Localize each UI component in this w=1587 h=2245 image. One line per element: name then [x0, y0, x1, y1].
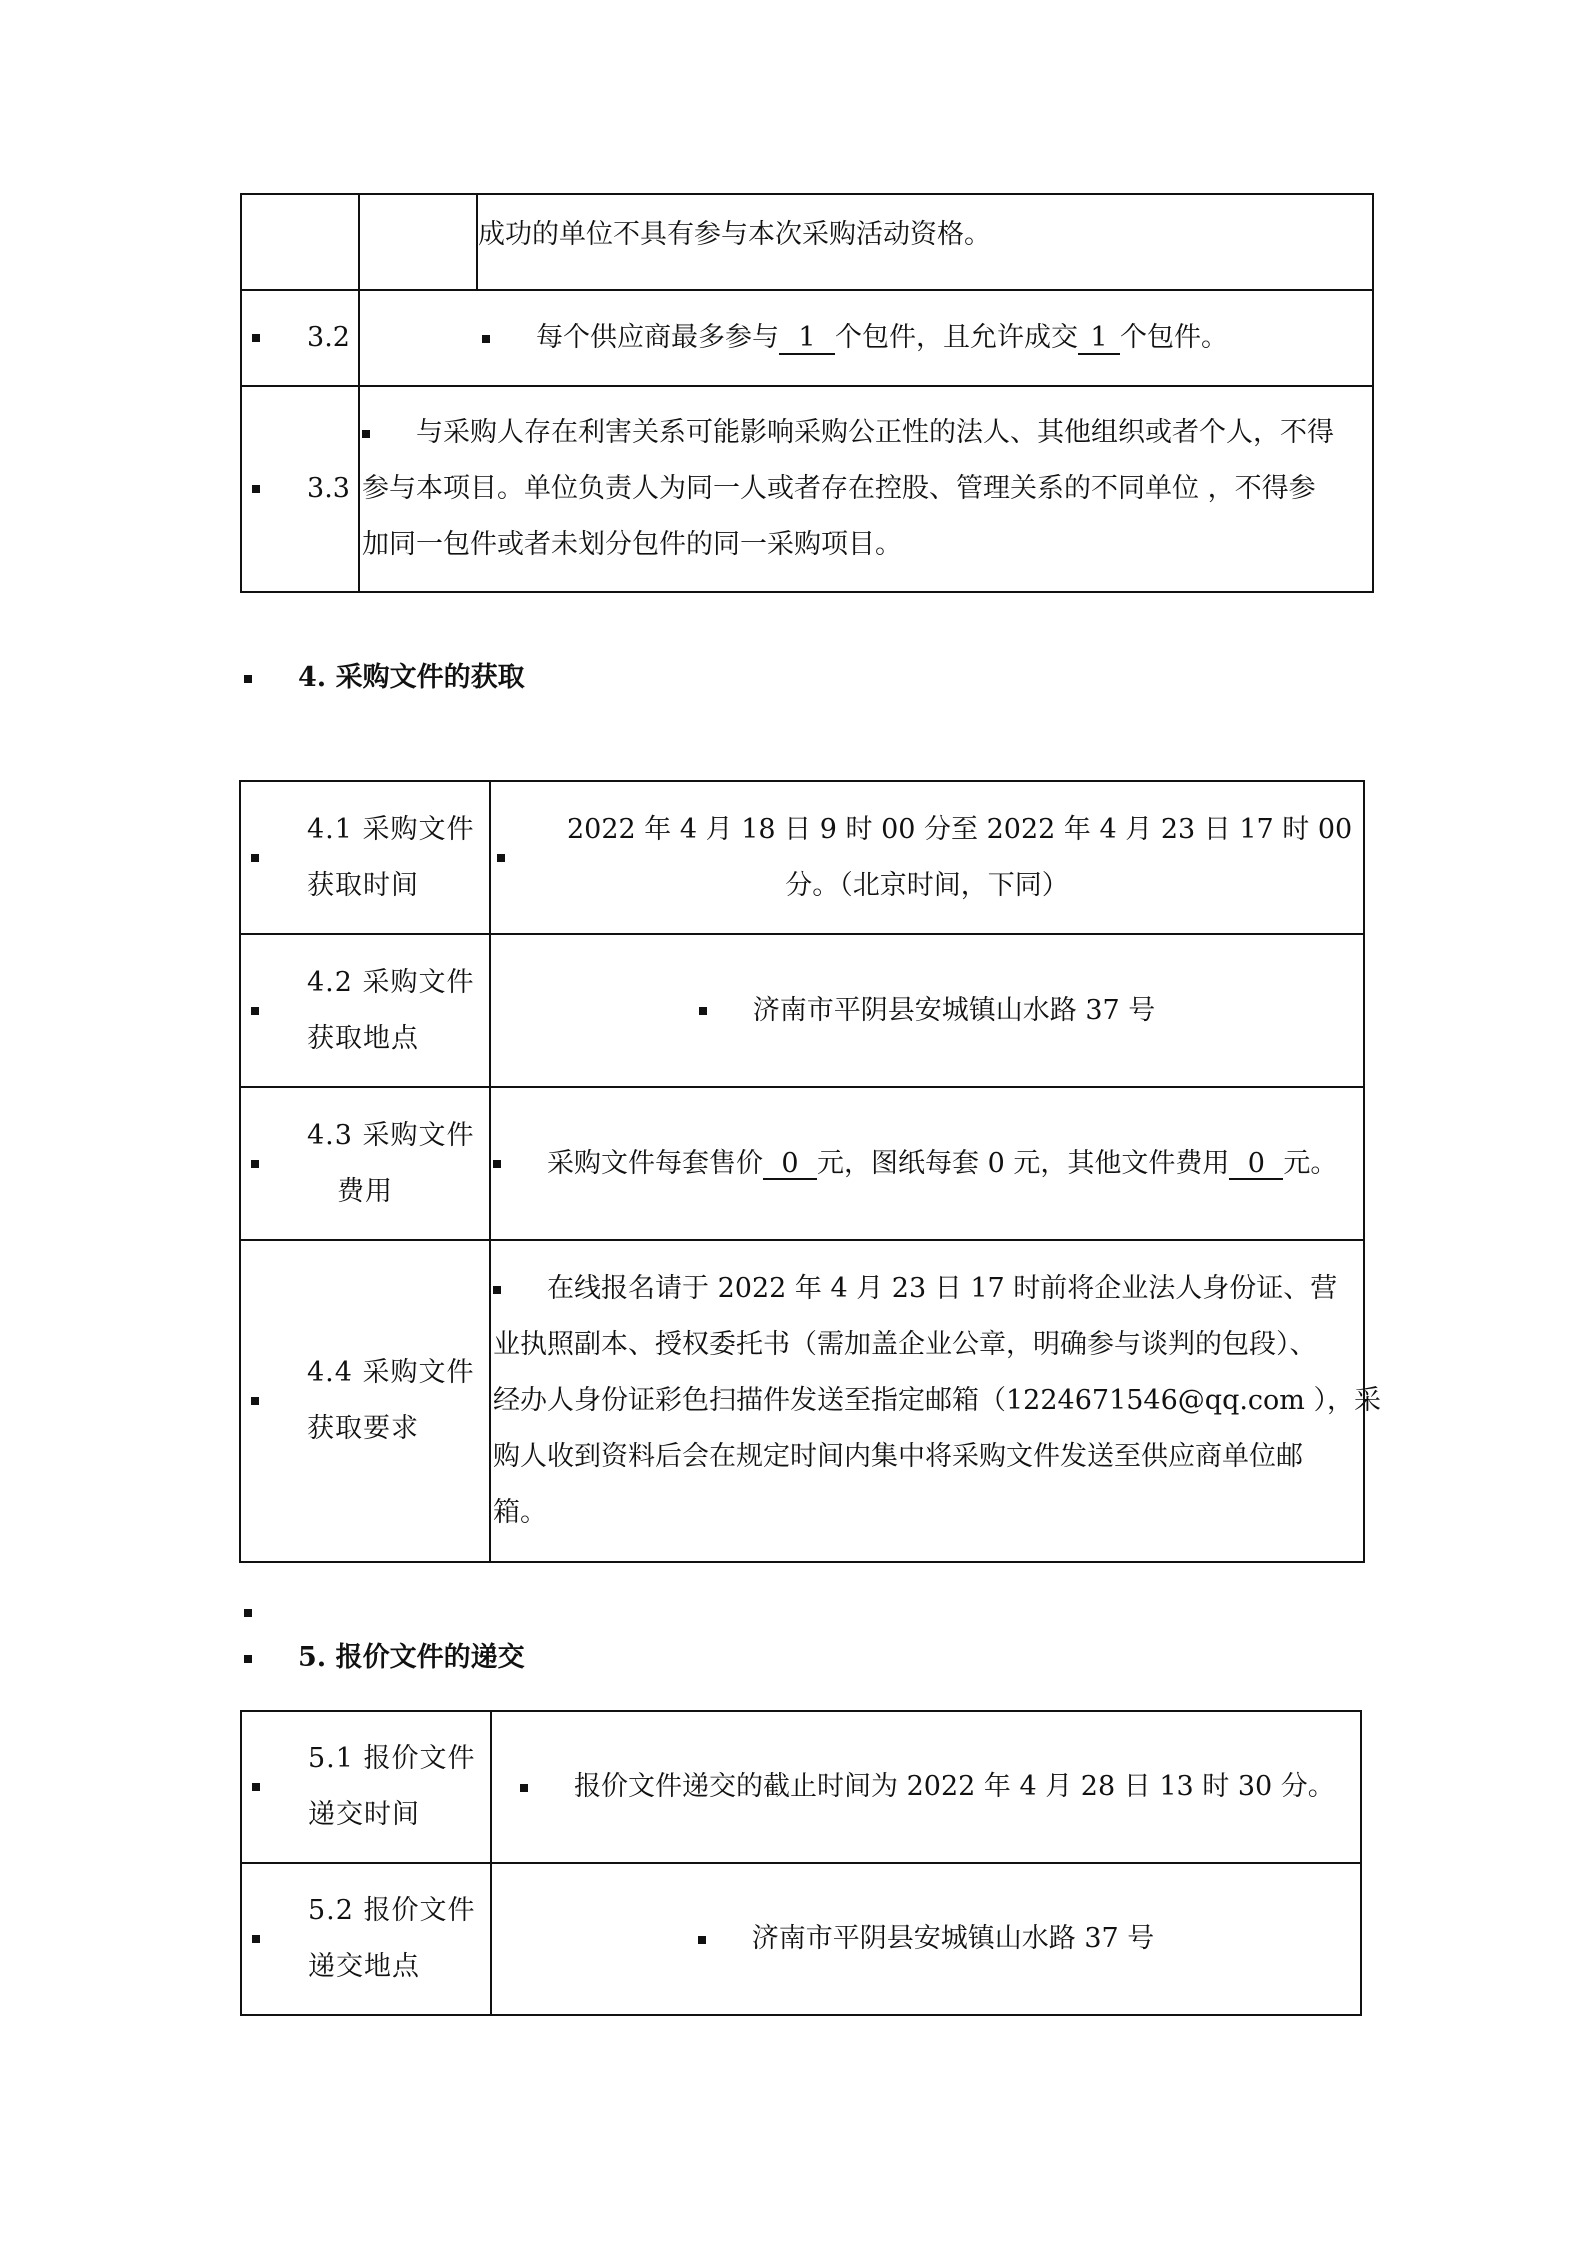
- row-3-3-label-cell: [241, 386, 359, 592]
- row-4-3-value-1: 0: [763, 1149, 817, 1181]
- bullet-icon: [362, 430, 370, 438]
- row-3-2-value-2: 1: [1078, 323, 1120, 355]
- row-3-2-label: 3.2: [307, 322, 350, 353]
- bullet-icon: [493, 1160, 501, 1168]
- row-5-1-content: 报价文件递交的截止时间为 2022 年 4 月 28 日 13 时 30 分。: [491, 1711, 1361, 1863]
- table-cell: [241, 194, 359, 290]
- row-4-4-label: 4.4 采购文件 获取要求: [240, 1240, 490, 1562]
- row-5-2-content: 济南市平阴县安城镇山水路 37 号: [491, 1863, 1361, 2015]
- bullet-icon: [482, 335, 490, 343]
- row-4-4-content: 在线报名请于 2022 年 4 月 23 日 17 时前将企业法人身份证、营 业执照副本、授权委托书（需加盖企业公章，明确参与谈判的包段）、 经办人身份证彩色扫描件发送至指定邮箱（1224671546@qq.com ），采 购人收到资料后会在规定时间内集中将采购文件发送至供应商单位邮 箱。: [490, 1240, 1364, 1562]
- bullet-icon: [497, 854, 505, 862]
- row-3-2-content: 每个供应商最多参与 1 个包件，且允许成交 1 个包件。: [359, 290, 1373, 386]
- row-4-1-label: 4.1 采购文件 获取时间: [240, 781, 490, 934]
- bullet-icon: [520, 1784, 528, 1792]
- empty-bullet: [244, 1596, 252, 1627]
- bullet-icon: [252, 1783, 260, 1791]
- bullet-icon: [244, 1609, 252, 1617]
- bullet-icon: [252, 334, 260, 342]
- row-5-2-label: 5.2 报价文件 递交地点: [241, 1863, 491, 2015]
- bullet-icon: [251, 1160, 259, 1168]
- bullet-icon: [252, 1935, 260, 1943]
- section4-heading: 4. 采购文件的获取: [244, 655, 525, 694]
- bullet-icon: [244, 675, 252, 683]
- row0-text: 成功的单位不具有参与本次采购活动资格。: [478, 219, 991, 250]
- row-4-3-value-2: 0: [1229, 1149, 1283, 1181]
- bullet-icon: [699, 1007, 707, 1015]
- bullet-icon: [251, 1397, 259, 1405]
- row-4-2-label: 4.2 采购文件 获取地点: [240, 934, 490, 1087]
- section5-heading: 5. 报价文件的递交: [244, 1635, 525, 1674]
- row-4-3-content: 采购文件每套售价 0 元，图纸每套 0 元，其他文件费用 0 元。: [490, 1087, 1364, 1240]
- table-cell: [477, 194, 1373, 290]
- bullet-icon: [251, 1007, 259, 1015]
- row-3-3-label: 3.3: [307, 473, 350, 504]
- section3-table: [240, 193, 1374, 593]
- row-4-2-content: 济南市平阴县安城镇山水路 37 号: [490, 934, 1364, 1087]
- bullet-icon: [493, 1286, 501, 1294]
- row-4-3-label: 4.3 采购文件 费用: [240, 1087, 490, 1240]
- bullet-icon: [251, 854, 259, 862]
- bullet-icon: [698, 1936, 706, 1944]
- section4-table: [239, 780, 1381, 1563]
- row-4-1-content: 2022 年 4 月 18 日 9 时 00 分至 2022 年 4 月 23 日 17 时 00 分。（北京时间，下同）: [490, 781, 1364, 934]
- bullet-icon: [244, 1655, 252, 1663]
- section5-table: [240, 1710, 1362, 2016]
- row-5-1-label: 5.1 报价文件 递交时间: [241, 1711, 491, 1863]
- row-3-3-content: 与采购人存在利害关系可能影响采购公正性的法人、其他组织或者个人，不得 参与本项目。单位负责人为同一人或者存在控股、管理关系的不同单位 ，不得参 加同一包件或者未划分包件的同一采购项目。: [359, 386, 1373, 592]
- table-cell: [359, 194, 477, 290]
- row-3-2-label-cell: [241, 290, 359, 386]
- bullet-icon: [252, 485, 260, 493]
- row-3-2-value-1: 1: [779, 323, 835, 355]
